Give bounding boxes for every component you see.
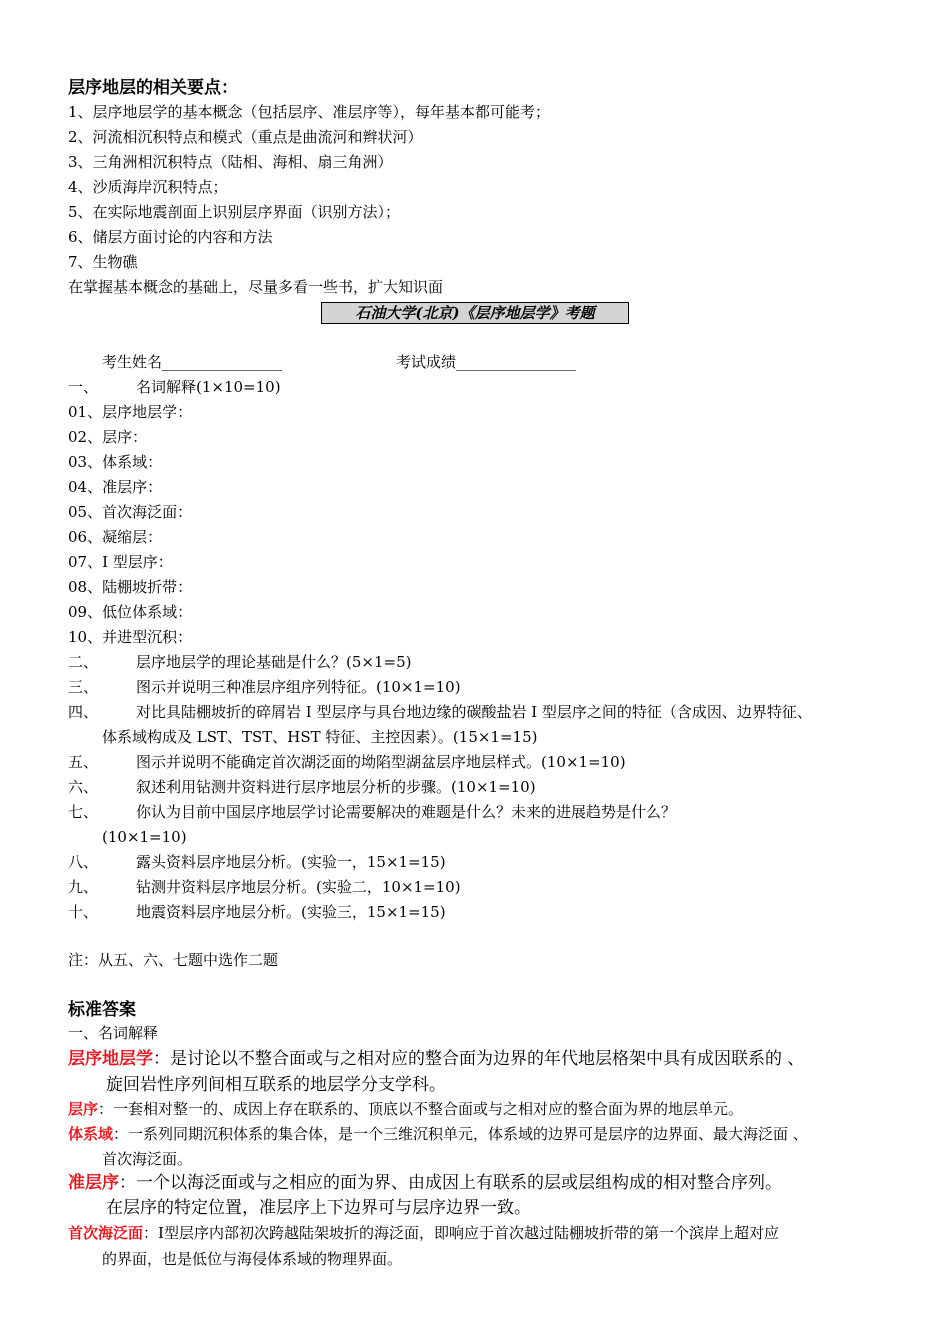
question-2 xyxy=(68,652,411,672)
answer-4-colon: ： xyxy=(119,1173,136,1193)
answer-5-continuation: 的界面，也是低位与海侵体系域的物理界面。 xyxy=(102,1250,403,1268)
key-point-2: 2、河流相沉积特点和模式（重点是曲流河和辫状河） xyxy=(68,128,423,146)
question-7-continuation: (10×1=10) xyxy=(102,828,187,846)
key-point-7: 7、生物礁 xyxy=(68,253,138,271)
answer-1 xyxy=(68,1047,804,1071)
answer-3 xyxy=(68,1124,808,1144)
question-9 xyxy=(68,877,461,897)
answer-1-term: 层序地层学 xyxy=(68,1049,153,1069)
exam-note: 注：从五、六、七题中选作二题 xyxy=(68,951,279,969)
term-01: 01、层序地层学： xyxy=(68,403,193,421)
term-09: 09、低位体系域： xyxy=(68,603,193,621)
answer-4-continuation: 在层序的特定位置，准层序上下边界可与层序边界一致。 xyxy=(106,1198,531,1218)
question-4-number: 四、 xyxy=(68,703,99,721)
question-9-text: 钻测井资料层序地层分析。(实验二，10×1=10) xyxy=(136,878,461,896)
key-point-6: 6、储层方面讨论的内容和方法 xyxy=(68,228,273,246)
section-1-number: 一、 xyxy=(68,378,99,396)
question-5 xyxy=(68,752,626,772)
answer-5-text: Ⅰ型层序内部初次跨越陆架坡折的海泛面，即响应于首次越过陆棚坡折带的第一个滨岸上超对应 xyxy=(158,1224,779,1242)
key-points-title: 层序地层的相关要点： xyxy=(68,78,238,98)
answers-section: 一、名词解释 xyxy=(68,1024,159,1042)
answer-1-text: 是讨论以不整合面或与之相对应的整合面为边界的年代地层格架中具有成因联系的 、 xyxy=(170,1049,805,1069)
answer-3-colon: ： xyxy=(113,1125,129,1143)
question-5-number: 五、 xyxy=(68,753,99,771)
answer-4-text: 一个以海泛面或与之相应的面为界、由成因上有联系的层或层组构成的相对整合序列。 xyxy=(136,1173,782,1193)
answer-2-term: 层序 xyxy=(68,1100,99,1118)
answer-1-colon: ： xyxy=(153,1049,170,1069)
question-9-number: 九、 xyxy=(68,878,99,896)
question-3-text: 图示并说明三种准层序组序列特征。(10×1=10) xyxy=(136,678,461,696)
term-02: 02、层序： xyxy=(68,428,148,446)
question-2-text: 层序地层学的理论基础是什么？(5×1=5) xyxy=(136,653,412,671)
answer-2-text: 一套相对整一的、成因上存在联系的、顶底以不整合面或与之相对应的整合面为界的地层单元。 xyxy=(113,1100,744,1118)
key-point-5: 5、在实际地震剖面上识别层序界面（识别方法）； xyxy=(68,203,401,221)
answer-3-text: 一系列同期沉积体系的集合体，是一个三维沉积单元，体系域的边界可是层序的边界面、最大海泛面 、 xyxy=(128,1125,808,1143)
answer-3-term: 体系域 xyxy=(68,1125,114,1143)
term-03: 03、体系域： xyxy=(68,453,163,471)
question-7-text: 你认为目前中国层序地层学讨论需要解决的难题是什么？未来的进展趋势是什么？ xyxy=(136,803,677,821)
term-08: 08、陆棚坡折带： xyxy=(68,578,193,596)
question-7-number: 七、 xyxy=(68,803,99,821)
key-points-note: 在掌握基本概念的基础上，尽量多看一些书，扩大知识面 xyxy=(68,278,444,296)
question-4-text: 对比具陆棚坡折的碎屑岩 I 型层序与具台地边缘的碳酸盐岩 I 型层序之间的特征（含成因、边界特征、 xyxy=(136,703,812,721)
question-2-number: 二、 xyxy=(68,653,99,671)
term-06: 06、凝缩层： xyxy=(68,528,163,546)
exam-title: 石油大学(北京)《层序地层学》考题 xyxy=(321,302,629,324)
question-5-text: 图示并说明不能确定首次湖泛面的坳陷型湖盆层序地层样式。(10×1=10) xyxy=(136,753,626,771)
term-07: 07、I 型层序： xyxy=(68,553,173,571)
question-3 xyxy=(68,677,461,697)
term-04: 04、准层序： xyxy=(68,478,163,496)
answer-5 xyxy=(68,1223,779,1243)
question-3-number: 三、 xyxy=(68,678,99,696)
answer-2 xyxy=(68,1099,743,1119)
section-1-text: 名词解释(1×10=10) xyxy=(136,378,281,396)
answer-5-term: 首次海泛面 xyxy=(68,1224,144,1242)
question-4-continuation: 体系域构成及 LST、TST、HST 特征、主控因素）。(15×1=15) xyxy=(102,728,538,746)
question-7 xyxy=(68,802,676,822)
key-point-3: 3、三角洲相沉积特点（陆相、海相、扇三角洲） xyxy=(68,153,393,171)
candidate-name-label: 考生姓名________________ xyxy=(102,353,283,371)
answer-2-colon: ： xyxy=(98,1100,114,1118)
term-10: 10、并进型沉积： xyxy=(68,628,193,646)
question-8-number: 八、 xyxy=(68,853,99,871)
answer-4 xyxy=(68,1171,782,1195)
answer-1-continuation: 旋回岩性序列间相互联系的地层学分支学科。 xyxy=(106,1075,446,1095)
question-10-text: 地震资料层序地层分析。(实验三，15×1=15) xyxy=(136,903,446,921)
key-point-1: 1、层序地层学的基本概念（包括层序、准层序等），每年基本都可能考； xyxy=(68,103,551,121)
question-6 xyxy=(68,777,536,797)
exam-score-label: 考试成绩________________ xyxy=(396,353,577,371)
answers-title: 标准答案 xyxy=(68,1000,136,1020)
question-10-number: 十、 xyxy=(68,903,99,921)
term-05: 05、首次海泛面： xyxy=(68,503,193,521)
answer-4-term: 准层序 xyxy=(68,1173,119,1193)
key-point-4: 4、沙质海岸沉积特点； xyxy=(68,178,228,196)
question-10 xyxy=(68,902,446,922)
answer-5-colon: ： xyxy=(143,1224,159,1242)
question-4 xyxy=(68,702,812,722)
question-8-text: 露头资料层序地层分析。(实验一，15×1=15) xyxy=(136,853,446,871)
question-8 xyxy=(68,852,446,872)
section-1 xyxy=(68,377,281,397)
question-6-text: 叙述利用钻测井资料进行层序地层分析的步骤。(10×1=10) xyxy=(136,778,536,796)
answer-3-continuation: 首次海泛面。 xyxy=(102,1150,193,1168)
question-6-number: 六、 xyxy=(68,778,99,796)
